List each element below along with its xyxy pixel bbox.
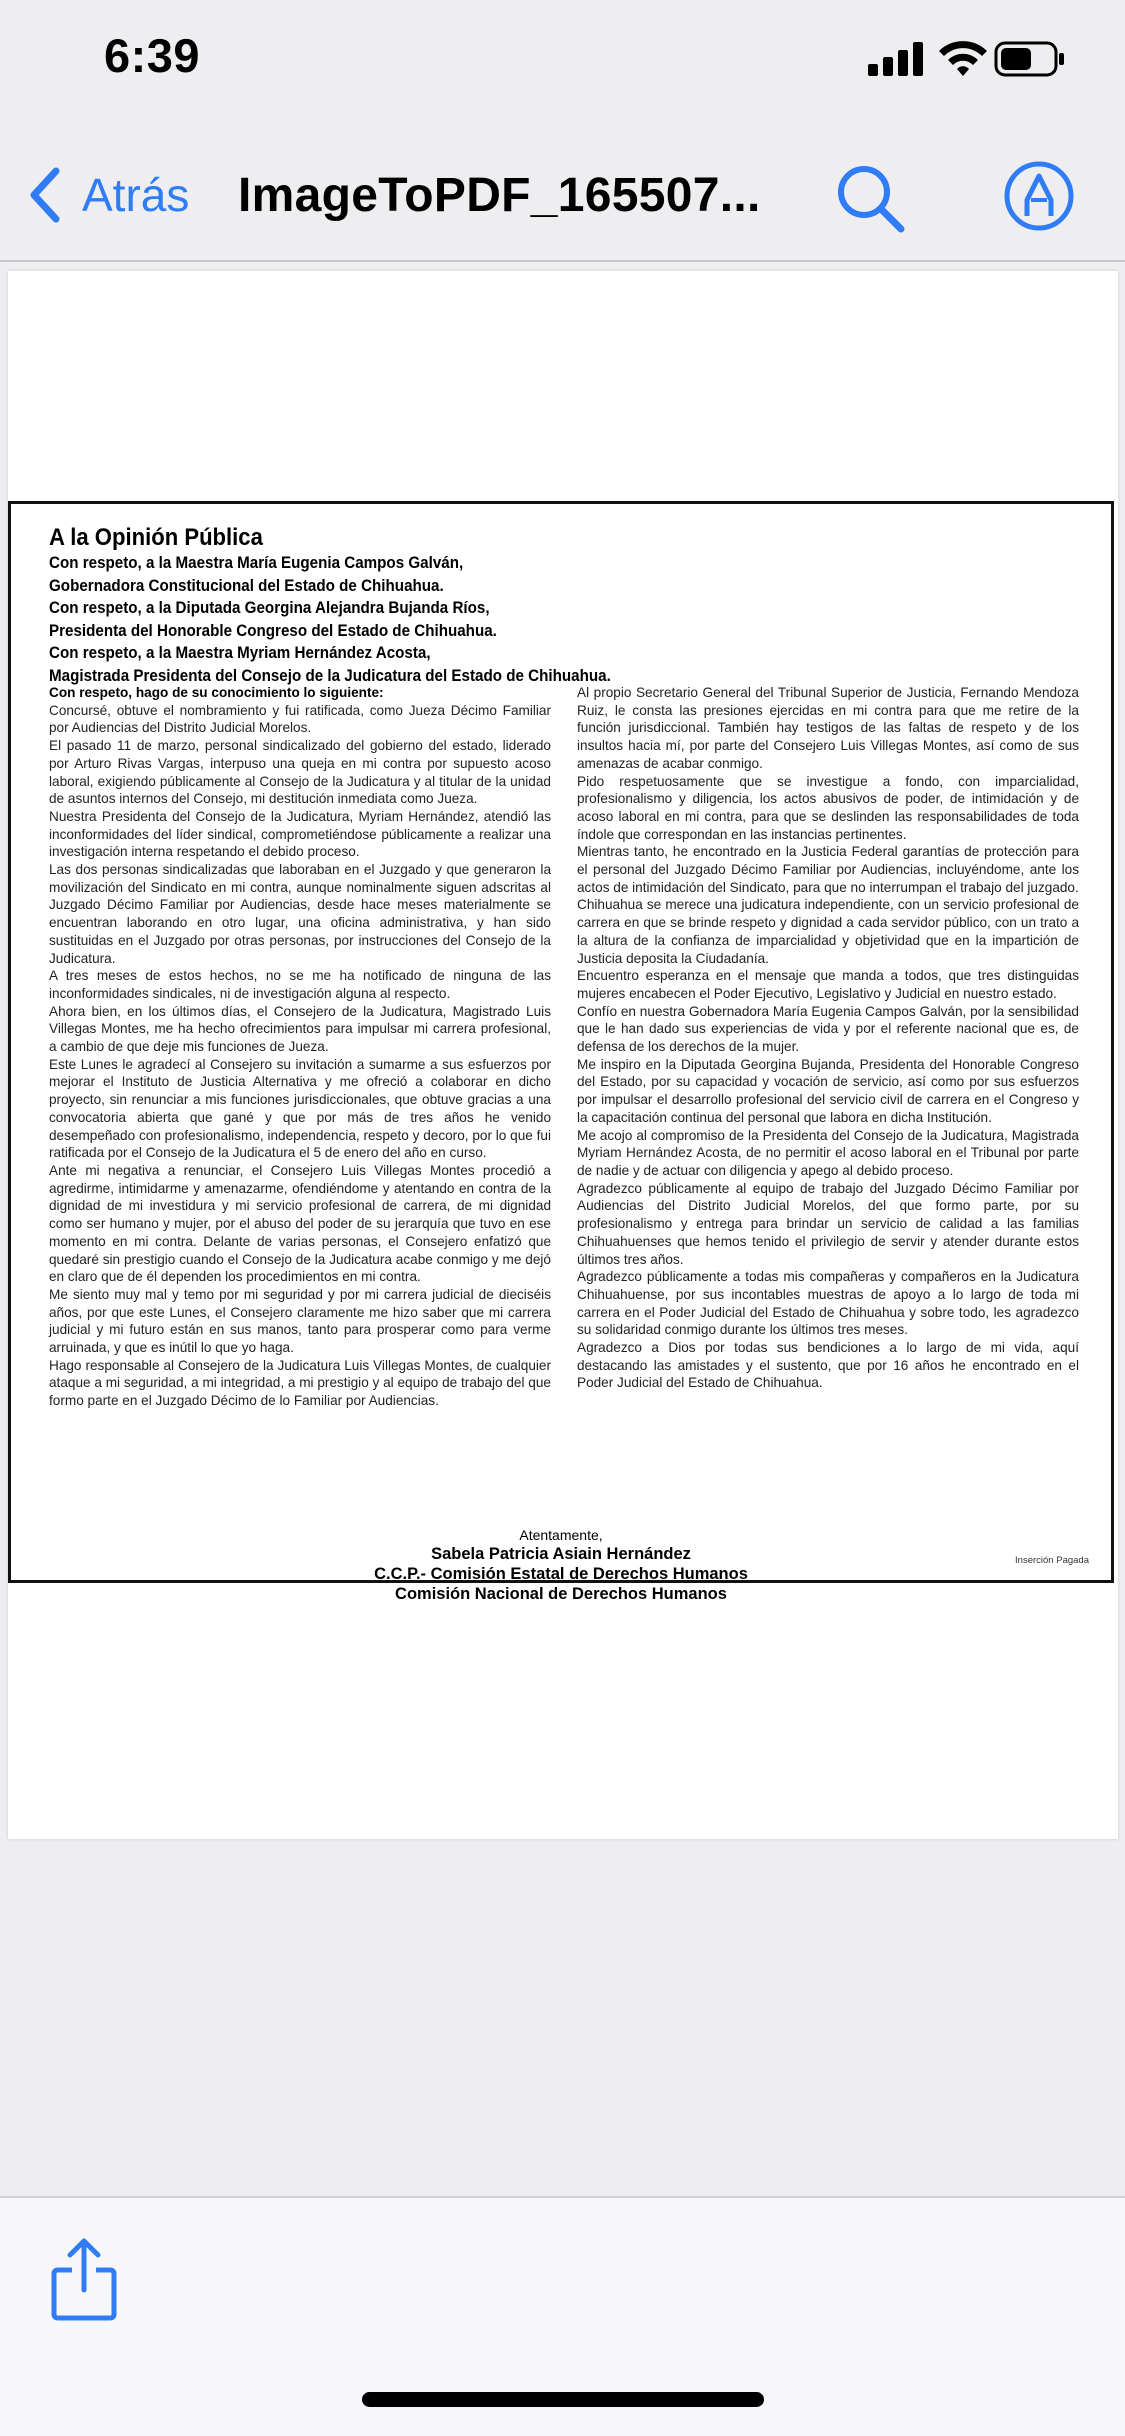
navigation-bar <box>0 120 1125 260</box>
salutation-line: Con respeto, a la Diputada Georgina Alejandra Bujanda Ríos, <box>49 599 490 617</box>
status-bar <box>0 0 1125 120</box>
letter-columns <box>49 684 1079 1410</box>
share-icon[interactable] <box>48 2236 120 2322</box>
paragraph: El pasado 11 de marzo, personal sindicalizado del gobierno del estado, liderado por Arturo Rivas Vargas, interpuso una queja en mi contra por supuesto acoso laboral, exigiendo públicamente al Consejo de la Judicatura y al titular de la unidad de asuntos internos del Consejo, mi destitución inmediata como Jueza. <box>49 738 551 807</box>
ccp-line: C.C.P.- Comisión Estatal de Derechos Humanos <box>374 1565 748 1583</box>
paragraph: Me inspiro en la Diputada Georgina Bujanda, Presidenta del Honorable Congreso del Estado, por su capacidad y vocación de servicio, así como por sus esfuerzos por impulsar el desarrollo profesional del servicio civil de carrera en el Congreso y la capacitación continua del personal que labora en dicha Institución. <box>577 1056 1079 1125</box>
paragraph: Agradezco públicamente al equipo de trabajo del Juzgado Décimo Familiar por Audiencias del Distrito Judicial Morelos, del que formo parte, por su profesionalismo y entrega para brindar un servicio de calidad a las familias Chihuahuenses que hemos tenido el privilegio de servir y atender durante estos últimos tres años. <box>577 1180 1079 1267</box>
chevron-left-icon <box>24 165 64 225</box>
paid-notice: Inserción Pagada <box>1015 1555 1089 1566</box>
ccp-line: Comisión Nacional de Derechos Humanos <box>395 1585 727 1603</box>
pdf-page[interactable] <box>8 271 1118 1839</box>
paragraph: Pido respetuosamente que se investigue a fondo, con imparcialidad, profesionalismo y diligencia, los actos abusivos de poder, de intimidación y de acoso laboral en mi contra, para que se deslinden las responsabilidades de toda índole que correspondan en las instancias pertinentes. <box>577 773 1079 842</box>
paragraph: Chihuahua se merece una judicatura independiente, con un servicio profesional de carrera en que se brinde respeto y dignidad a cada servidor público, con un trato a la altura de la confianza de imparcialidad y objetividad que en la impartición de Justicia deposita la Ciudadanía. <box>577 897 1079 966</box>
paragraph: Ante mi negativa a renunciar, el Consejero Luis Villegas Montes procedió a agredirme, intimidarme y amenazarme, ofendiéndome y atentando en contra de la dignidad de mi investidura y mi servicio profesional de carrera, de mi dignidad como ser humano y mujer, por el abuso del poder de su jerarquía que tuvo en ese momento en mi contra. Delante de varias personas, el Consejero enfatizó que quedaré sin prestigio cuando el Consejo de la Judicatura acabe conmigo y me dejó en claro que de él dependen los procedimientos en mi contra. <box>49 1162 551 1285</box>
newspaper-clipping <box>8 501 1114 1603</box>
paragraph: Me siento muy mal y temo por mi seguridad y por mi carrera judicial de dieciséis años, por que este Lunes, el Consejero claramente me hizo saber que mi carrera judicial y mi futuro están en sus manos, tanto para prosperar como para verme arruinada, y que es inútil lo que yo haga. <box>49 1286 551 1356</box>
signer-name: Sabela Patricia Asiain Hernández <box>431 1545 691 1563</box>
paragraph: Hago responsable al Consejero de la Judicatura Luis Villegas Montes, de cualquier ataque a mi seguridad, a mi integridad, a mi prestigio y al equipo de trabajo del que formo parte en el Juzgado Décimo de lo Familiar por Audiencias. <box>49 1357 551 1409</box>
salutation-line: Con respeto, a la Maestra Myriam Hernández Acosta, <box>49 644 431 662</box>
status-time: 6:39 <box>104 29 201 82</box>
paragraph: Mientras tanto, he encontrado en la Justicia Federal garantías de protección para el personal del Juzgado Décimo Familiar por Audiencias, incluyéndome, ante los actos de intimidación del Sindicato, para que no interrumpan el trabajo del juzgado. <box>577 844 1079 895</box>
salutation-line: Magistrada Presidenta del Consejo de la Judicatura del Estado de Chihuahua. <box>49 666 611 685</box>
paragraph: Agradezco a Dios por todas sus bendiciones a lo largo de mi vida, aquí destacando las amistades y el sustento, que por 16 años he encontrado en el Poder Judicial del Estado de Chihuahua. <box>577 1340 1079 1391</box>
home-indicator[interactable] <box>362 2392 764 2407</box>
paragraph: Confío en nuestra Gobernadora María Eugenia Campos Galván, por la sensibilidad que le han dado sus experiencias de vida y por el referente nacional que es, de defensa de los derechos de la mujer. <box>577 1003 1079 1055</box>
paragraph: Me acojo al compromiso de la Presidenta del Consejo de la Judicatura, Magistrada Myriam Hernández Acosta, de no permitir el acoso laboral en el Tribunal por parte de nadie y de actuar con diligencia y apego al debido proceso. <box>577 1127 1079 1178</box>
back-label: Atrás <box>82 169 190 221</box>
paragraph: Concursé, obtuve el nombramiento y fui ratificada, como Jueza Décimo Familiar por Audiencias del Distrito Judicial Morelos. <box>49 702 551 736</box>
wifi-icon <box>937 38 989 78</box>
salutation-line: Presidenta del Honorable Congreso del Estado de Chihuahua. <box>49 621 497 640</box>
cellular-signal-icon <box>868 42 924 76</box>
lead-line: Con respeto, hago de su conocimiento lo siguiente: <box>49 685 384 700</box>
signature-block <box>11 1526 1111 1604</box>
paragraph: Este Lunes le agradecí al Consejero su invitación a sumarme a sus esfuerzos por mejorar el Instituto de Justicia Alternativa y me ofreció a colaborar en dicho proyecto, sin renunciar a mis funciones jurisdiccionales, que obtuve gracias a una convocatoria abierta que gané y que por más de tres años he venido desempeñado con profesionalismo, independencia, respeto y decoro, por lo que fui ratificada por el Consejo de la Judicatura el 5 de enero del año en curso. <box>49 1056 551 1161</box>
salutation-line: Gobernadora Constitucional del Estado de Chihuahua. <box>49 576 444 595</box>
search-icon[interactable] <box>834 162 906 234</box>
paragraph: Al propio Secretario General del Tribunal Superior de Justicia, Fernando Mendoza Ruiz, le consta las presiones ejercidas en mi contra para que me retire de la función jurisdiccional. También hay testigos de las faltas de respeto y de los insultos hacia mí, por parte del Consejero Luis Villegas Montes, así como de sus amenazas de acabar conmigo. <box>577 685 1079 771</box>
back-button[interactable] <box>24 160 189 230</box>
paragraph: Nuestra Presidenta del Consejo de la Judicatura, Myriam Hernández, atendió las inconformidades del líder sindical, comprometiéndose públicamente a realizar una investigación interna respetando el debido proceso. <box>49 808 551 860</box>
headline: A la Opinión Pública <box>49 524 263 551</box>
markup-pen-icon[interactable] <box>1003 160 1075 232</box>
closing: Atentamente, <box>519 1527 603 1543</box>
paragraph: Agradezco públicamente a todas mis compañeras y compañeros en la Judicatura Chihuahuense, por sus incontables muestras de apoyo a lo largo de toda mi carrera en el Poder Judicial del Estado de Chihuahua y sobre todo, les agradezco su solidaridad conmigo durante los últimos tres meses. <box>577 1269 1079 1338</box>
paragraph: Ahora bien, en los últimos días, el Consejero de la Judicatura, Magistrado Luis Villegas Montes, me ha hecho ofrecimientos para impulsar mi carrera profesional, a cambio de que deje mis funciones de Jueza. <box>49 1003 551 1055</box>
paragraph: Encuentro esperanza en el mensaje que manda a todos, que tres distinguidas mujeres encabecen el Poder Ejecutivo, Legislativo y Judicial en nuestro estado. <box>577 968 1079 1001</box>
salutation-block <box>49 552 1075 687</box>
right-column <box>577 684 1079 1410</box>
paragraph: Las dos personas sindicalizadas que laboraban en el Juzgado y que generaron la movilización del Sindicato en mi contra, aunque nominalmente siguen adscritas al Juzgado Décimo Familiar por Audiencias, desde hace meses materialmente se encuentran laborando en otro lugar, una oficina administrativa, y han sido sustituidas en el Juzgado por otras personas, por instrucciones del Consejo de la Judicatura. <box>49 862 551 966</box>
battery-icon <box>994 40 1066 78</box>
paragraph: A tres meses de estos hechos, no se me ha notificado de ninguna de las inconformidades sindicales, ni de investigación alguna al respecto. <box>49 968 551 1001</box>
left-column <box>49 684 551 1410</box>
nav-divider <box>0 260 1125 262</box>
salutation-line: Con respeto, a la Maestra María Eugenia Campos Galván, <box>49 554 464 572</box>
document-title: ImageToPDF_165507... <box>238 169 761 222</box>
